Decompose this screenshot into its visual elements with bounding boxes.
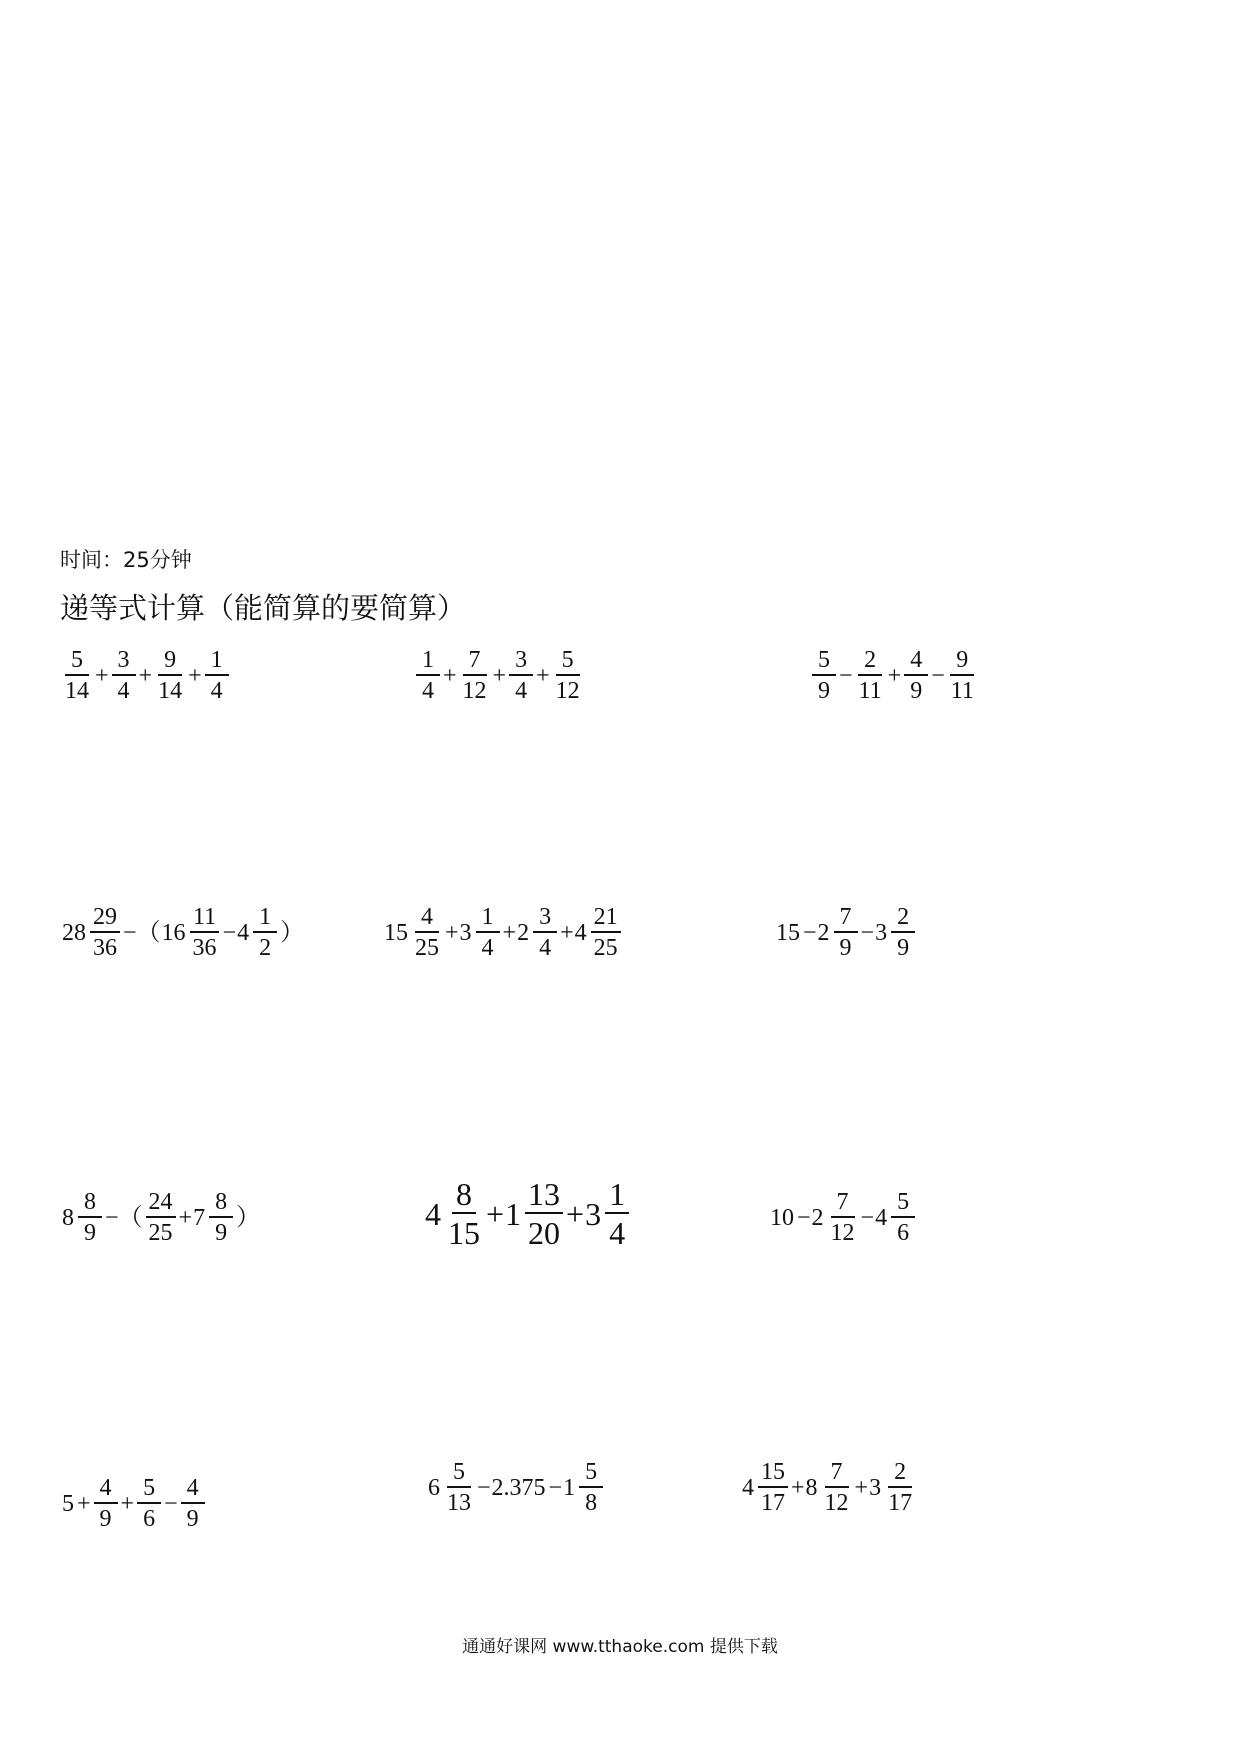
operator: − — [931, 662, 945, 689]
fraction — [476, 905, 500, 960]
numerator: 5 — [137, 1476, 161, 1504]
operator: − — [164, 1490, 178, 1517]
fraction — [90, 905, 120, 960]
fraction — [155, 648, 185, 703]
denominator: 25 — [593, 935, 618, 961]
whole-number: 3 — [459, 919, 472, 946]
operator: − — [860, 919, 875, 946]
denominator: 9 — [818, 678, 830, 704]
numerator: 1 — [416, 648, 440, 676]
numerator: 7 — [825, 1460, 849, 1488]
whole-number: 15 — [776, 919, 800, 946]
operator: + — [854, 1474, 869, 1501]
operator: − — [548, 1474, 563, 1501]
whole-number: 1 — [563, 1474, 576, 1501]
operator: −（ — [105, 1204, 143, 1231]
numerator: 5 — [556, 648, 580, 676]
fraction — [579, 1460, 603, 1515]
operator: + — [492, 662, 507, 689]
operator: − — [839, 662, 853, 689]
fraction — [460, 648, 490, 703]
operator: + — [566, 1195, 585, 1232]
numerator: 4 — [181, 1476, 205, 1504]
denominator: 15 — [448, 1215, 480, 1251]
whole-number: 3 — [869, 1474, 882, 1501]
fraction — [412, 905, 442, 960]
operator: + — [138, 662, 153, 689]
numerator: 1 — [205, 648, 229, 676]
denominator: 9 — [186, 1506, 199, 1532]
operator: + — [486, 1195, 505, 1232]
footer-source: 通通好课网 www.tthaoke.com 提供下载 — [462, 1637, 778, 1657]
operator: + — [120, 1490, 135, 1517]
fraction — [78, 1190, 102, 1245]
operator: + — [791, 1474, 805, 1501]
problem-12 — [742, 1460, 917, 1515]
denominator: 9 — [897, 935, 910, 961]
fraction — [445, 1178, 483, 1249]
numerator: 5 — [891, 1190, 915, 1218]
fraction — [591, 905, 621, 960]
fraction — [885, 1460, 915, 1515]
problem-1 — [60, 648, 231, 703]
denominator: 12 — [462, 678, 487, 704]
problem-3 — [810, 648, 979, 703]
denominator: 8 — [585, 1490, 598, 1516]
whole-number: 1 — [505, 1195, 522, 1232]
denominator: 14 — [158, 678, 183, 704]
fraction — [181, 1476, 205, 1531]
numerator: 4 — [904, 648, 928, 676]
operator: + — [887, 662, 902, 689]
whole-number: 10 — [770, 1204, 794, 1231]
whole-number: 2 — [517, 919, 530, 946]
numerator: 5 — [579, 1460, 603, 1488]
fraction — [509, 648, 533, 703]
numerator: 2 — [888, 1460, 912, 1488]
operator: − — [797, 1204, 811, 1231]
denominator: 9 — [910, 678, 923, 704]
denominator: 2 — [259, 935, 272, 961]
whole-number: 3 — [585, 1195, 602, 1232]
fraction — [891, 905, 915, 960]
numerator: 3 — [509, 648, 533, 676]
problem-5 — [384, 905, 623, 960]
denominator: 4 — [117, 678, 130, 704]
numerator: 4 — [415, 905, 439, 933]
whole-number: 4 — [875, 1204, 888, 1231]
fraction — [253, 905, 277, 960]
numerator: 8 — [209, 1190, 233, 1218]
operator: − — [477, 1474, 491, 1501]
denominator: 12 — [824, 1490, 849, 1516]
fraction — [112, 648, 136, 703]
numerator: 5 — [812, 648, 836, 676]
numerator: 15 — [758, 1460, 788, 1488]
numerator: 24 — [146, 1190, 176, 1218]
fraction — [533, 905, 557, 960]
denominator: 12 — [830, 1220, 855, 1246]
operator: + — [95, 662, 109, 689]
numerator: 4 — [94, 1476, 118, 1504]
fraction — [146, 1190, 176, 1245]
whole-number: 8 — [805, 1474, 818, 1501]
whole-number: 5 — [62, 1490, 74, 1517]
denominator: 4 — [422, 678, 434, 704]
denominator: 9 — [99, 1506, 112, 1532]
time-label: 时间：25分钟 — [60, 548, 192, 572]
numerator: 29 — [90, 905, 120, 933]
numerator: 7 — [831, 1190, 855, 1218]
problem-7 — [62, 1190, 261, 1245]
operator: + — [502, 919, 517, 946]
denominator: 4 — [609, 1215, 626, 1251]
whole-number: 4 — [237, 919, 250, 946]
problem-2 — [414, 648, 585, 703]
numerator: 13 — [525, 1178, 563, 1214]
numerator: 2 — [891, 905, 915, 933]
denominator: 6 — [143, 1506, 156, 1532]
denominator: 11 — [858, 678, 882, 704]
whole-number: 16 — [161, 919, 186, 946]
fraction — [525, 1178, 563, 1249]
whole-number: 28 — [62, 919, 86, 946]
problem-11 — [428, 1460, 605, 1515]
operator: + — [445, 919, 459, 946]
fraction — [834, 905, 858, 960]
denominator: 9 — [215, 1220, 228, 1246]
numerator: 7 — [834, 905, 858, 933]
operator: −（ — [123, 919, 161, 946]
operator: − — [860, 1204, 875, 1231]
denominator: 11 — [950, 678, 974, 704]
fraction — [416, 648, 440, 703]
problem-9 — [770, 1190, 917, 1245]
fraction — [812, 648, 836, 703]
denominator: 13 — [447, 1490, 471, 1516]
fraction — [758, 1460, 788, 1515]
whole-number: 7 — [193, 1204, 206, 1231]
fraction — [891, 1190, 915, 1245]
denominator: 4 — [515, 678, 528, 704]
numerator: 8 — [78, 1190, 102, 1218]
whole-number: 3 — [875, 919, 888, 946]
fraction — [948, 648, 977, 703]
denominator: 4 — [481, 935, 494, 961]
whole-number: 2 — [811, 1204, 824, 1231]
denominator: 20 — [528, 1215, 561, 1251]
denominator: 9 — [84, 1220, 96, 1246]
operator: + — [536, 662, 550, 689]
denominator: 4 — [210, 678, 223, 704]
denominator: 4 — [539, 935, 552, 961]
numerator: 8 — [452, 1178, 476, 1214]
operator: + — [443, 662, 457, 689]
numerator: 5 — [447, 1460, 471, 1488]
whole-number: 4 — [425, 1195, 441, 1232]
denominator: 14 — [65, 678, 89, 704]
operator: − — [803, 919, 817, 946]
fraction — [137, 1476, 161, 1531]
operator: + — [178, 1204, 193, 1231]
operator: + — [77, 1490, 91, 1517]
numerator: 9 — [950, 648, 974, 676]
fraction — [62, 648, 92, 703]
numerator: 2 — [858, 648, 882, 676]
fraction — [94, 1476, 118, 1531]
fraction — [856, 648, 885, 703]
numerator: 3 — [533, 905, 557, 933]
numerator: 21 — [591, 905, 621, 933]
whole-number: 6 — [428, 1474, 440, 1501]
denominator: 17 — [761, 1490, 785, 1516]
fraction — [553, 648, 583, 703]
operator: + — [560, 919, 574, 946]
numerator: 9 — [158, 648, 182, 676]
numerator: 5 — [65, 648, 89, 676]
whole-number: 2 — [817, 919, 830, 946]
denominator: 36 — [93, 935, 117, 961]
denominator: 25 — [415, 935, 439, 961]
operator: − — [222, 919, 237, 946]
problem-4 — [62, 905, 305, 960]
operator: ） — [236, 1204, 261, 1231]
denominator: 17 — [888, 1490, 913, 1516]
denominator: 6 — [897, 1220, 910, 1246]
whole-number: 4 — [574, 919, 587, 946]
fraction — [209, 1190, 233, 1245]
operator: + — [188, 662, 202, 689]
denominator: 25 — [148, 1220, 173, 1246]
problem-8 — [425, 1178, 631, 1249]
fraction — [205, 648, 229, 703]
fraction — [605, 1178, 629, 1249]
operator: ） — [280, 919, 305, 946]
fraction — [904, 648, 928, 703]
numerator: 1 — [253, 905, 277, 933]
numerator: 11 — [190, 905, 219, 933]
section-title: 递等式计算（能简算的要简算） — [60, 591, 467, 625]
problem-10 — [62, 1476, 207, 1531]
numerator: 1 — [476, 905, 500, 933]
whole-number: 15 — [384, 919, 408, 946]
fraction — [822, 1460, 852, 1515]
fraction — [828, 1190, 858, 1245]
fraction — [444, 1460, 474, 1515]
whole-number: 8 — [62, 1204, 74, 1231]
numerator: 1 — [605, 1178, 629, 1214]
numerator: 3 — [112, 648, 136, 676]
numerator: 7 — [463, 648, 487, 676]
denominator: 12 — [555, 678, 580, 704]
problem-6 — [776, 905, 917, 960]
denominator: 9 — [839, 935, 852, 961]
fraction — [190, 905, 220, 960]
denominator: 36 — [192, 935, 217, 961]
whole-number: 2.375 — [491, 1474, 546, 1501]
whole-number: 4 — [742, 1474, 754, 1501]
